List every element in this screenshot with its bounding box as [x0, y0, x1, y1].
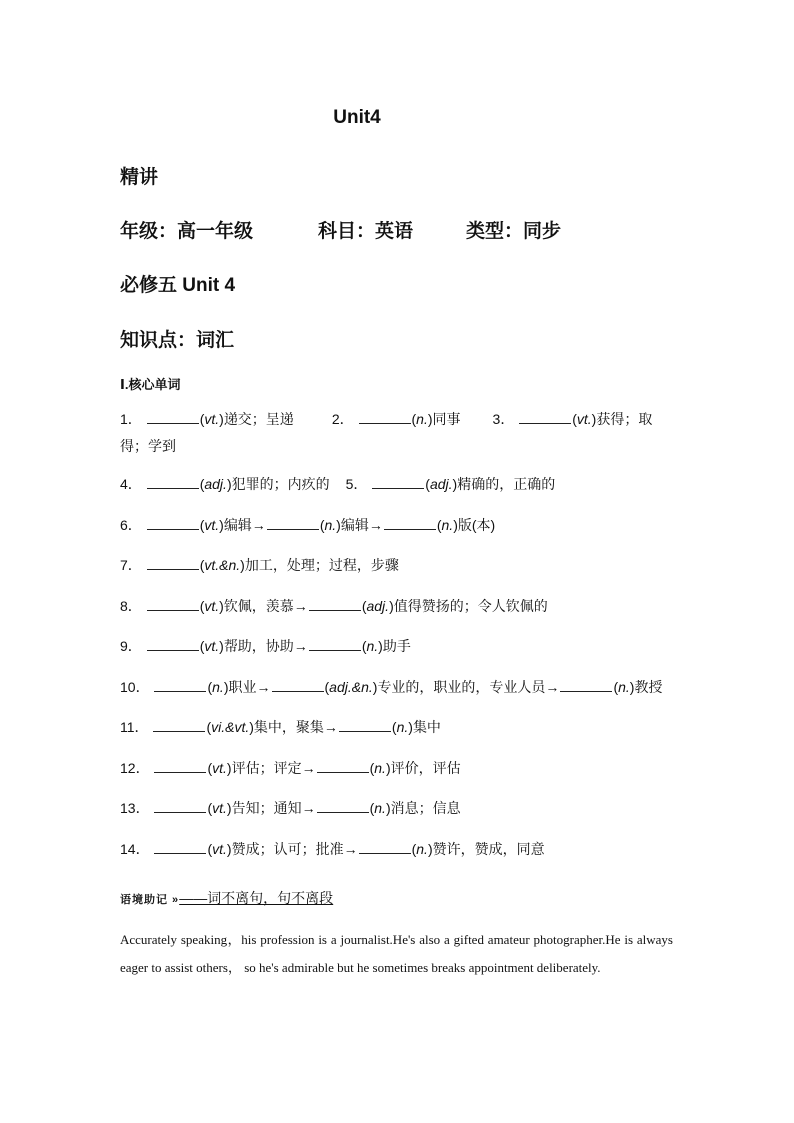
- definition: 赞许，赞成，同意: [432, 840, 545, 857]
- vocab-item: [120, 719, 441, 735]
- item-number: 10．: [120, 678, 154, 695]
- part-of-speech: (vt.): [207, 840, 232, 857]
- part-of-speech: (n.): [613, 678, 635, 695]
- vocab-item: [120, 800, 461, 816]
- definition: 教授: [634, 678, 663, 695]
- part-of-speech: (vt.&n.): [199, 557, 245, 573]
- definition: 获得；取得；学到: [120, 411, 653, 454]
- vocab-item: [120, 841, 545, 857]
- answer-blank[interactable]: [147, 516, 199, 530]
- answer-blank[interactable]: [147, 410, 199, 424]
- answer-blank[interactable]: [560, 678, 612, 692]
- vocab-row: [120, 798, 680, 839]
- vocab-row: [120, 636, 680, 677]
- part-of-speech: (vt.): [207, 800, 232, 816]
- definition: 集中，聚集→: [253, 719, 338, 735]
- definition: 犯罪的；内疚的: [231, 476, 330, 492]
- vocab-item: [120, 476, 330, 492]
- part-of-speech: (n.): [411, 411, 433, 427]
- answer-blank[interactable]: [519, 410, 571, 424]
- item-number: 2．: [331, 411, 358, 427]
- item-number: 3．: [492, 411, 519, 427]
- definition: 帮助，协助→: [223, 638, 308, 654]
- item-number: 11．: [120, 719, 153, 735]
- answer-blank[interactable]: [272, 678, 324, 692]
- context-paragraph: Accurately speaking，his profession is a journalist.He's also a gifted amateur photographer.He is always eager to assist others， so he's admirable but he sometimes breaks appointment deliberately.: [120, 932, 673, 975]
- core-words-heading: Ⅰ.核心单词: [120, 377, 181, 392]
- vocab-row: [120, 839, 680, 880]
- answer-blank[interactable]: [154, 759, 206, 773]
- answer-blank[interactable]: [147, 475, 199, 489]
- answer-blank[interactable]: [154, 799, 206, 813]
- answer-blank[interactable]: [154, 840, 206, 854]
- definition: 评价，评估: [390, 759, 461, 776]
- part-of-speech: (n.): [436, 516, 458, 533]
- item-number: 9．: [120, 638, 146, 654]
- definition: 版(本): [457, 516, 496, 533]
- definition: 同事: [432, 411, 461, 427]
- part-of-speech: (n.): [369, 759, 391, 776]
- part-of-speech: (vi.&vt.): [206, 719, 254, 735]
- subject-label: 科目：英语: [318, 221, 414, 242]
- definition: 职业→: [228, 678, 271, 695]
- knowledge-heading: 知识点：词汇: [120, 330, 235, 351]
- part-of-speech: (n.): [391, 719, 413, 735]
- vocab-item: [120, 760, 461, 776]
- item-number: 7．: [120, 557, 146, 573]
- item-number: 12．: [120, 759, 154, 776]
- vocab-item: [120, 638, 411, 654]
- part-of-speech: (n.): [361, 638, 383, 654]
- definition: 编辑→: [223, 516, 266, 533]
- grade-label: 年级：高一年级: [120, 221, 254, 242]
- item-number: 1．: [120, 411, 146, 427]
- part-of-speech: (adj.&n.): [324, 678, 378, 695]
- definition: 加工，处理；过程，步骤: [244, 557, 399, 573]
- item-number: 13．: [120, 800, 154, 816]
- vocab-item: [120, 557, 399, 573]
- vocab-list: [120, 410, 680, 879]
- answer-blank[interactable]: [147, 637, 199, 651]
- vocab-item: [346, 476, 556, 492]
- answer-blank[interactable]: [372, 475, 424, 489]
- answer-blank[interactable]: [384, 516, 436, 530]
- definition: 赞成；认可；批准→: [231, 840, 358, 857]
- vocab-item: [120, 517, 495, 533]
- answer-blank[interactable]: [317, 759, 369, 773]
- definition: 专业的，职业的，专业人员→: [377, 678, 560, 695]
- definition: 编辑→: [340, 516, 383, 533]
- part-of-speech: (n.): [369, 800, 391, 816]
- vocab-row: [120, 677, 680, 718]
- definition: 消息；信息: [390, 800, 461, 816]
- answer-blank[interactable]: [267, 516, 319, 530]
- answer-blank[interactable]: [309, 637, 361, 651]
- definition: 助手: [382, 638, 411, 654]
- vocab-item: [332, 411, 461, 427]
- part-of-speech: (n.): [411, 840, 433, 857]
- answer-blank[interactable]: [154, 678, 206, 692]
- definition: 评估；评定→: [231, 759, 316, 776]
- part-of-speech: (vt.): [572, 411, 597, 427]
- answer-blank[interactable]: [359, 840, 411, 854]
- vocab-row: [120, 406, 680, 474]
- section-heading: 精讲: [120, 167, 159, 188]
- item-number: 5．: [345, 476, 372, 492]
- item-number: 14．: [120, 840, 154, 857]
- page-title: Unit4: [333, 107, 381, 128]
- part-of-speech: (n.): [207, 678, 229, 695]
- part-of-speech: (vt.): [199, 638, 224, 654]
- answer-blank[interactable]: [309, 597, 361, 611]
- item-number: 4．: [120, 476, 146, 492]
- part-of-speech: (vt.): [199, 597, 224, 614]
- part-of-speech: (adj.): [361, 597, 394, 614]
- definition: 值得赞扬的；令人钦佩的: [393, 597, 548, 614]
- item-number: 6．: [120, 516, 146, 533]
- definition: 递交；呈递: [223, 411, 294, 427]
- part-of-speech: (adj.): [425, 476, 458, 492]
- memo-tag: 语境助记 »: [120, 894, 180, 906]
- memo-line: [120, 888, 333, 908]
- part-of-speech: (vt.): [207, 759, 232, 776]
- type-label: 类型：同步: [466, 221, 562, 242]
- answer-blank[interactable]: [339, 718, 391, 732]
- vocab-item: [120, 598, 548, 614]
- vocab-row: [120, 717, 680, 758]
- memo-text: ——词不离句，句不离段: [179, 890, 334, 906]
- definition: 告知；通知→: [231, 800, 316, 816]
- answer-blank[interactable]: [153, 718, 205, 732]
- definition: 集中: [412, 719, 441, 735]
- vocab-row: [120, 758, 680, 799]
- item-number: 8．: [120, 597, 146, 614]
- answer-blank[interactable]: [317, 799, 369, 813]
- part-of-speech: (vt.): [199, 516, 224, 533]
- definition: 钦佩，羡慕→: [223, 597, 308, 614]
- vocab-row: [120, 555, 680, 596]
- answer-blank[interactable]: [359, 410, 411, 424]
- part-of-speech: (n.): [319, 516, 341, 533]
- vocab-item: [120, 679, 662, 695]
- answer-blank[interactable]: [147, 556, 199, 570]
- answer-blank[interactable]: [147, 597, 199, 611]
- part-of-speech: (adj.): [199, 476, 232, 492]
- vocab-row: [120, 515, 680, 556]
- vocab-item: [120, 411, 294, 427]
- part-of-speech: (vt.): [199, 411, 224, 427]
- book-heading: 必修五 Unit 4: [120, 275, 236, 296]
- vocab-row: [120, 596, 680, 637]
- definition: 精确的，正确的: [457, 476, 556, 492]
- vocab-row: [120, 474, 680, 515]
